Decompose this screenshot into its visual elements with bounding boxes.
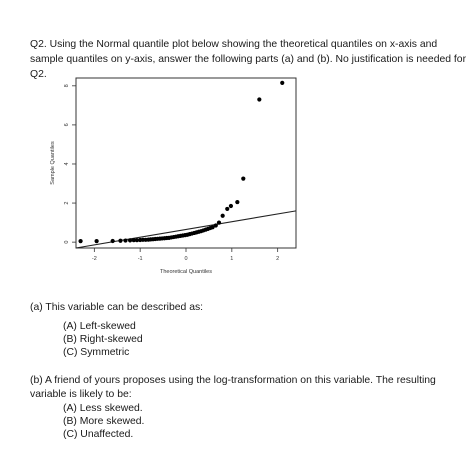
- question-text: Q2. Using the Normal quantile plot below showing the theoretical quantiles on x-axis and sample quantiles on y-axis, answer the following parts (a) and (b). No justification is needed for Q2.: [30, 39, 467, 80]
- data-point: [241, 177, 245, 181]
- y-tick-label: 8: [64, 84, 70, 88]
- x-tick-label: -1: [137, 256, 143, 262]
- data-point: [78, 239, 82, 243]
- data-point: [128, 238, 132, 242]
- data-point: [221, 214, 225, 218]
- y-tick-label: 2: [64, 201, 70, 205]
- part-a-options: [63, 320, 143, 359]
- part-a-option-b: (B) Right-skewed: [63, 334, 143, 345]
- data-point: [235, 200, 239, 204]
- part-a-option-c: (C) Symmetric: [63, 347, 130, 358]
- x-tick-label: -2: [91, 256, 97, 262]
- part-a-option-a: (A) Left-skewed: [63, 321, 136, 332]
- y-tick-label: 4: [64, 162, 70, 166]
- y-tick-label: 6: [64, 123, 70, 127]
- part-b-option-b: (B) More skewed.: [63, 416, 145, 427]
- data-point: [214, 223, 218, 227]
- data-point: [217, 220, 221, 224]
- y-axis-label: Sample Quantiles: [50, 141, 56, 185]
- x-tick-label: 2: [276, 256, 280, 262]
- data-point: [111, 239, 115, 243]
- part-b-prompt: (b) A friend of yours proposes using the log-transformation on this variable. The resulting variable is likely to be:: [30, 375, 436, 400]
- normal-quantile-plot: [28, 70, 308, 295]
- part-b-option-c: (C) Unaffected.: [63, 429, 134, 440]
- data-point: [95, 239, 99, 243]
- y-tick-label: 0: [64, 240, 70, 244]
- x-axis-label: Theoretical Quantiles: [160, 269, 212, 275]
- data-point: [280, 81, 284, 85]
- data-point: [118, 239, 122, 243]
- data-point: [123, 238, 127, 242]
- data-point: [257, 97, 261, 101]
- data-point: [229, 204, 233, 208]
- part-b-options: [63, 402, 144, 441]
- part-a-prompt: (a) This variable can be described as:: [30, 302, 204, 313]
- part-b-option-a: (A) Less skewed.: [63, 403, 143, 414]
- plot-frame: [76, 78, 296, 248]
- qq-reference-line: [76, 211, 296, 248]
- data-point: [225, 207, 229, 211]
- x-tick-label: 1: [230, 256, 234, 262]
- x-tick-label: 0: [184, 256, 188, 262]
